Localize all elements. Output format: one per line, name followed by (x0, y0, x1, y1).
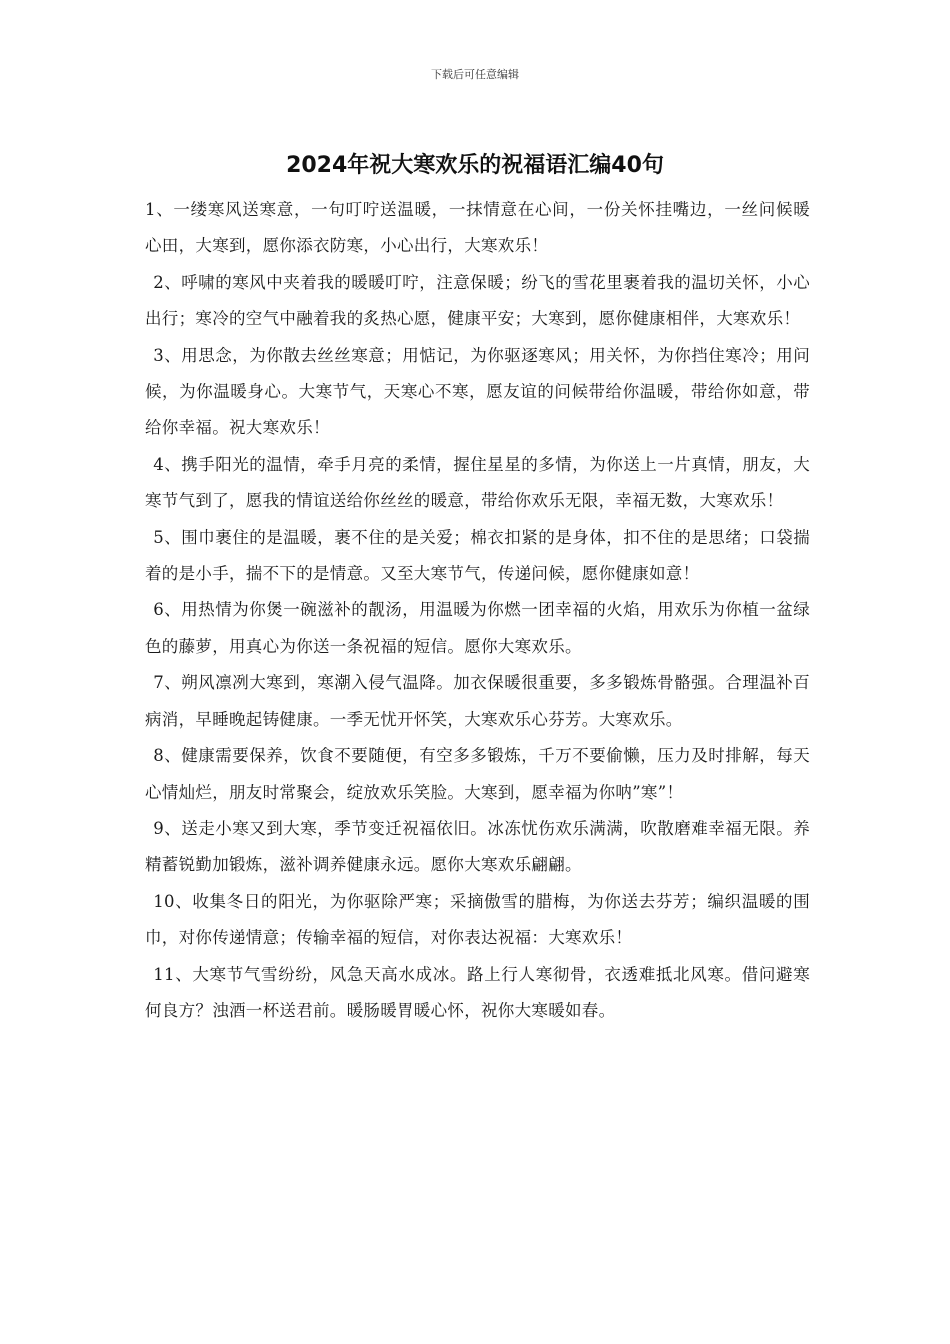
document-body (145, 192, 810, 1029)
paragraph-8: 8、健康需要保养，饮食不要随便，有空多多锻炼，千万不要偷懒，压力及时排解，每天心情灿烂，朋友时常聚会，绽放欢乐笑脸。大寒到，愿幸福为你呐”寒”！ (145, 746, 810, 802)
paragraph-3: 3、用思念，为你散去丝丝寒意；用惦记，为你驱逐寒风；用关怀，为你挡住寒冷；用问候，为你温暖身心。大寒节气，天寒心不寒，愿友谊的问候带给你温暖，带给你如意，带给你幸福。祝大寒欢乐！ (145, 345, 810, 438)
paragraph-11: 11、大寒节气雪纷纷，风急天高水成冰。路上行人寒彻骨，衣透难抵北风寒。借问避寒何良方？浊酒一杯送君前。暖肠暖胃暖心怀，祝你大寒暖如春。 (145, 964, 810, 1020)
paragraph-4: 4、携手阳光的温情，牵手月亮的柔情，握住星星的多情，为你送上一片真情，朋友，大寒节气到了，愿我的情谊送给你丝丝的暖意，带给你欢乐无限，幸福无数，大寒欢乐！ (145, 454, 810, 511)
paragraph-10: 10、收集冬日的阳光，为你驱除严寒；采摘傲雪的腊梅，为你送去芬芳；编织温暖的围巾，对你传递情意；传输幸福的短信，对你表达祝福：大寒欢乐！ (145, 891, 810, 948)
header-note: 下载后可任意编辑 (431, 68, 519, 81)
paragraph-1: 1、一缕寒风送寒意，一句叮咛送温暖，一抹情意在心间，一份关怀挂嘴边，一丝问候暖心田，大寒到，愿你添衣防寒，小心出行，大寒欢乐！ (145, 200, 810, 256)
paragraph-6: 6、用热情为你煲一碗滋补的靓汤，用温暖为你燃一团幸福的火焰，用欢乐为你植一盆绿色的藤萝，用真心为你送一条祝福的短信。愿你大寒欢乐。 (145, 600, 810, 656)
paragraph-7: 7、朔风凛冽大寒到，寒潮入侵气温降。加衣保暖很重要，多多锻炼骨骼强。合理温补百病消，早睡晚起铸健康。一季无忧开怀笑，大寒欢乐心芬芳。大寒欢乐。 (145, 673, 810, 729)
paragraph-5: 5、围巾裹住的是温暖，裹不住的是关爱；棉衣扣紧的是身体，扣不住的是思绪；口袋揣着的是小手，揣不下的是情意。又至大寒节气，传递问候，愿你健康如意！ (145, 527, 810, 584)
document-title: 2024年祝大寒欢乐的祝福语汇编40句 (286, 153, 664, 178)
paragraph-2: 2、呼啸的寒风中夹着我的暖暖叮咛，注意保暖；纷飞的雪花里裹着我的温切关怀，小心出行；寒冷的空气中融着我的炙热心愿，健康平安；大寒到，愿你健康相伴，大寒欢乐！ (145, 272, 810, 329)
paragraph-9: 9、送走小寒又到大寒，季节变迁祝福依旧。冰冻忧伤欢乐满满，吹散磨难幸福无限。养精蓄锐勤加锻炼，滋补调养健康永远。愿你大寒欢乐翩翩。 (145, 818, 810, 875)
